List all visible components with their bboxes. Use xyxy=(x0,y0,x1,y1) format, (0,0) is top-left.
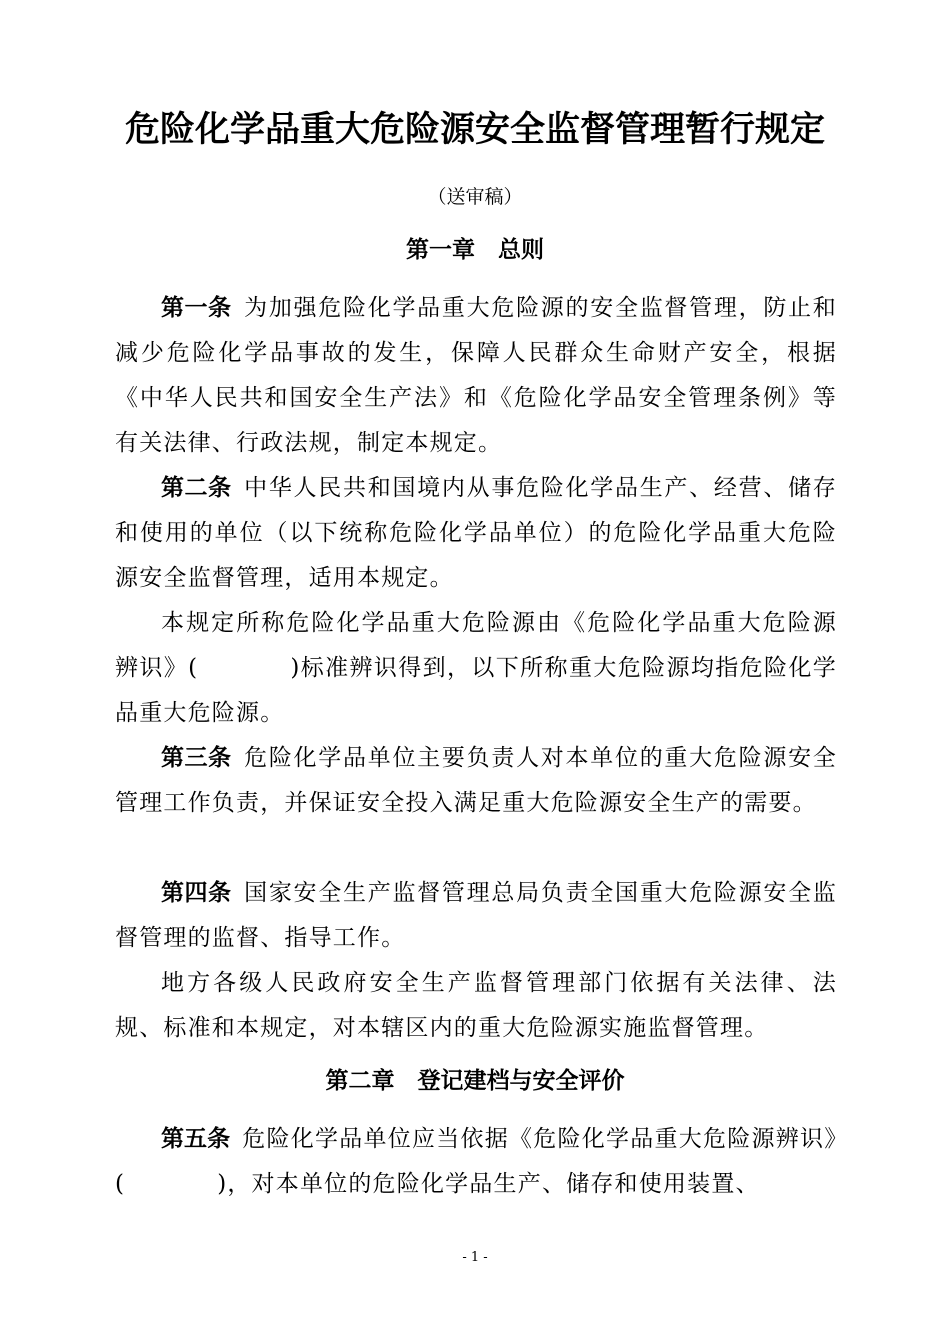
article-2-label: 第二条 xyxy=(161,475,232,501)
chapter-1-heading: 第一章 总则 xyxy=(406,237,544,263)
article-1 xyxy=(115,286,837,466)
article-3 xyxy=(115,736,837,826)
article-2-paragraph-2-text-a: 本规定所称危险化学品重大危险源由《危险化学品重大危险源辨识》( xyxy=(115,610,837,681)
article-2-text: 中华人民共和国境内从事危险化学品生产、经营、储存和使用的单位（以下统称危险化学品单位）的危险化学品重大危险源安全监督管理，适用本规定。 xyxy=(115,475,837,591)
article-4-text: 国家安全生产监督管理总局负责全国重大危险源安全监督管理的监督、指导工作。 xyxy=(115,880,837,951)
chapter-2-heading: 第二章 登记建档与安全评价 xyxy=(325,1068,625,1094)
document-title: 危险化学品重大危险源安全监督管理暂行规定 xyxy=(124,110,825,150)
article-2 xyxy=(115,466,837,601)
article-3-text: 危险化学品单位主要负责人对本单位的重大危险源安全管理工作负责，并保证安全投入满足重大危险源安全生产的需要。 xyxy=(115,745,837,816)
article-2-paragraph-2-text-b: )标准辨识得到，以下所称重大危险源均指危险化学品重大危险源。 xyxy=(115,655,838,726)
page-number: - 1 - xyxy=(462,1250,488,1265)
article-3-label: 第三条 xyxy=(161,745,232,771)
article-4 xyxy=(115,871,837,961)
article-2-paragraph-2 xyxy=(115,601,837,736)
article-4-label: 第四条 xyxy=(161,880,232,906)
article-4-paragraph-2: 地方各级人民政府安全生产监督管理部门依据有关法律、法规、标准和本规定，对本辖区内的重大危险源实施监督管理。 xyxy=(115,970,837,1041)
article-5 xyxy=(115,1117,837,1207)
article-1-text: 为加强危险化学品重大危险源的安全监督管理，防止和减少危险化学品事故的发生，保障人民群众生命财产安全，根据《中华人民共和国安全生产法》和《危险化学品安全管理条例》等有关法律、行政法规，制定本规定。 xyxy=(115,295,837,456)
article-1-label: 第一条 xyxy=(161,295,232,321)
article-5-label: 第五条 xyxy=(161,1126,231,1152)
article-5-text-b: )，对本单位的危险化学品生产、储存和使用装置、 xyxy=(217,1171,760,1197)
article-5-text-a: 危险化学品单位应当依据《危险化学品重大危险源辨识》( xyxy=(115,1126,838,1197)
document-subtitle: （送审稿） xyxy=(427,186,523,208)
